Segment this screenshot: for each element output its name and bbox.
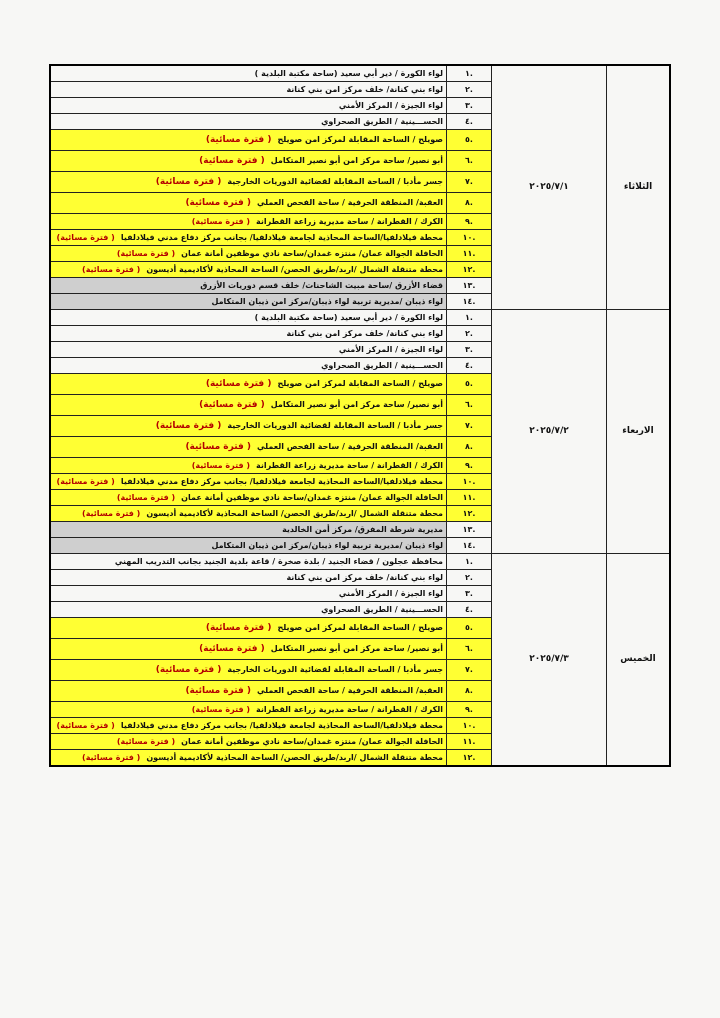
location-cell xyxy=(50,130,447,151)
location-cell xyxy=(50,750,447,767)
location-text: الكرك / القطرانة / ساحة مديرية زراعة القطرانة xyxy=(256,705,443,714)
location-text: الحافلة الجوالة عمان/ منتزه غمدان/ساحة نادي موظفين أمانة عمان xyxy=(181,493,443,502)
row-number: .٣ xyxy=(447,342,492,358)
row-number: .٥ xyxy=(447,130,492,151)
row-number: .١٢ xyxy=(447,750,492,767)
location-cell xyxy=(50,294,447,310)
row-number: .١٠ xyxy=(447,718,492,734)
evening-shift-label: ( فترة مسائية) xyxy=(82,509,141,518)
day-cell: الخميس xyxy=(607,554,671,767)
location-text: جسر مأدبا / الساحة المقابلة لقضائية الدوريات الخارجية xyxy=(227,665,443,674)
location-text: الكرك / القطرانة / ساحة مديرية زراعة القطرانة xyxy=(256,461,443,470)
row-number: .٣ xyxy=(447,586,492,602)
location-text: جسر مأدبا / الساحة المقابلة لقضائية الدوريات الخارجية xyxy=(227,421,443,430)
location-text: جسر مأدبا / الساحة المقابلة لقضائية الدوريات الخارجية xyxy=(227,177,443,186)
row-number: .١ xyxy=(447,65,492,82)
location-text: لواء ذيبان /مديرية تربية لواء ذيبان/مركز امن ذيبان المتكامل xyxy=(211,541,443,550)
evening-shift-label: ( فترة مسائية) xyxy=(205,379,272,389)
evening-shift-label: ( فترة مسائية) xyxy=(116,249,176,258)
location-text: لواء الكورة / دير أبي سعيد (ساحة مكتبة البلدية ) xyxy=(254,69,443,78)
evening-shift-label: ( فترة مسائية) xyxy=(199,400,265,410)
row-number: .٤ xyxy=(447,602,492,618)
location-text: لواء الجيزة / المركز الأمني xyxy=(338,101,443,110)
row-number: .١٢ xyxy=(447,262,492,278)
location-cell xyxy=(50,114,447,130)
row-number: .١٠ xyxy=(447,474,492,490)
location-text: لواء بني كنانة/ خلف مركز امن بني كنانة xyxy=(286,85,443,94)
evening-shift-label: ( فترة مسائية) xyxy=(191,461,251,470)
row-number: .٨ xyxy=(447,681,492,702)
location-cell xyxy=(50,151,447,172)
location-cell xyxy=(50,326,447,342)
evening-shift-label: ( فترة مسائية) xyxy=(191,217,251,226)
location-text: العقبة/ المنطقة الحرفية / ساحة الفحص العملي xyxy=(257,198,443,207)
row-number: .٤ xyxy=(447,114,492,130)
evening-shift-label: ( فترة مسائية) xyxy=(155,177,222,187)
location-text: محطة فيلادلفيا/الساحة المحاذية لجامعة فيلادلفيا/ بجانب مركز دفاع مدني فيلادلفيا xyxy=(120,477,443,486)
location-cell xyxy=(50,310,447,326)
location-cell xyxy=(50,639,447,660)
location-cell xyxy=(50,554,447,570)
row-number: .١١ xyxy=(447,246,492,262)
evening-shift-label: ( فترة مسائية) xyxy=(116,737,176,746)
evening-shift-label: ( فترة مسائية) xyxy=(205,135,272,145)
row-number: .٦ xyxy=(447,151,492,172)
row-number: .٥ xyxy=(447,618,492,639)
table-row xyxy=(50,554,670,570)
row-number: .١١ xyxy=(447,490,492,506)
date-cell: ٢٠٢٥/٧/٣ xyxy=(492,554,607,767)
location-text: أبو نصير/ ساحة مركز امن أبو نصير المتكامل xyxy=(270,156,443,165)
location-text: صويلح / الساحة المقابلة لمركز امن صويلح xyxy=(277,379,443,388)
evening-shift-label: ( فترة مسائية) xyxy=(199,644,265,654)
location-text: العقبة/ المنطقة الحرفية / ساحة الفحص العملي xyxy=(257,686,443,695)
row-number: .١١ xyxy=(447,734,492,750)
location-cell xyxy=(50,342,447,358)
location-cell xyxy=(50,681,447,702)
row-number: .٥ xyxy=(447,374,492,395)
location-cell xyxy=(50,395,447,416)
table-row xyxy=(50,65,670,82)
evening-shift-label: ( فترة مسائية) xyxy=(191,705,251,714)
evening-shift-label: ( فترة مسائية) xyxy=(56,721,115,730)
location-cell xyxy=(50,458,447,474)
location-cell xyxy=(50,82,447,98)
location-cell xyxy=(50,437,447,458)
row-number: .٦ xyxy=(447,395,492,416)
schedule-table xyxy=(49,64,671,767)
evening-shift-label: ( فترة مسائية) xyxy=(155,421,222,431)
location-cell xyxy=(50,214,447,230)
row-number: .٧ xyxy=(447,660,492,681)
row-number: .١ xyxy=(447,310,492,326)
location-cell xyxy=(50,570,447,586)
row-number: .٩ xyxy=(447,702,492,718)
location-text: الحســـينية / الطريق الصحراوي xyxy=(321,117,443,126)
location-cell xyxy=(50,374,447,395)
location-cell xyxy=(50,538,447,554)
row-number: .٣ xyxy=(447,98,492,114)
location-cell xyxy=(50,98,447,114)
location-cell xyxy=(50,602,447,618)
evening-shift-label: ( فترة مسائية) xyxy=(185,198,252,208)
evening-shift-label: ( فترة مسائية) xyxy=(199,156,265,166)
location-text: صويلح / الساحة المقابلة لمركز امن صويلح xyxy=(277,135,443,144)
location-cell xyxy=(50,416,447,437)
location-cell xyxy=(50,246,447,262)
location-text: محطة متنقلة الشمال /اربد/طريق الحصن/ الساحة المحاذية لأكاديمية أديسون xyxy=(146,753,443,762)
evening-shift-label: ( فترة مسائية) xyxy=(155,665,222,675)
location-cell xyxy=(50,278,447,294)
evening-shift-label: ( فترة مسائية) xyxy=(82,753,141,762)
location-cell xyxy=(50,506,447,522)
location-text: محطة متنقلة الشمال /اربد/طريق الحصن/ الساحة المحاذية لأكاديمية أديسون xyxy=(146,509,443,518)
row-number: .٩ xyxy=(447,214,492,230)
evening-shift-label: ( فترة مسائية) xyxy=(205,623,272,633)
row-number: .١٣ xyxy=(447,522,492,538)
location-cell xyxy=(50,65,447,82)
row-number: .٤ xyxy=(447,358,492,374)
location-cell xyxy=(50,358,447,374)
location-text: الحســـينية / الطريق الصحراوي xyxy=(321,605,443,614)
day-cell: الثلاثاء xyxy=(607,65,671,310)
location-text: لواء الكورة / دير أبي سعيد (ساحة مكتبة البلدية ) xyxy=(254,313,443,322)
row-number: .٨ xyxy=(447,193,492,214)
location-text: لواء بني كنانة/ خلف مركز امن بني كنانة xyxy=(286,573,443,582)
location-text: مديرية شرطة المفرق/ مركز أمن الخالدية xyxy=(282,525,443,534)
row-number: .٩ xyxy=(447,458,492,474)
location-cell xyxy=(50,586,447,602)
row-number: .١٢ xyxy=(447,506,492,522)
location-text: لواء بني كنانة/ خلف مركز امن بني كنانة xyxy=(286,329,443,338)
location-text: صويلح / الساحة المقابلة لمركز امن صويلح xyxy=(277,623,443,632)
evening-shift-label: ( فترة مسائية) xyxy=(56,233,115,242)
location-text: أبو نصير/ ساحة مركز امن أبو نصير المتكامل xyxy=(270,400,443,409)
row-number: .١٣ xyxy=(447,278,492,294)
location-text: لواء الجيزة / المركز الأمني xyxy=(338,589,443,598)
row-number: .٢ xyxy=(447,326,492,342)
row-number: .٧ xyxy=(447,172,492,193)
row-number: .٧ xyxy=(447,416,492,437)
location-text: الكرك / القطرانة / ساحة مديرية زراعة القطرانة xyxy=(256,217,443,226)
location-cell xyxy=(50,490,447,506)
row-number: .٨ xyxy=(447,437,492,458)
location-text: لواء ذيبان /مديرية تربية لواء ذيبان/مركز امن ذيبان المتكامل xyxy=(211,297,443,306)
location-text: الحافلة الجوالة عمان/ منتزه غمدان/ساحة نادي موظفين أمانة عمان xyxy=(181,249,443,258)
location-cell xyxy=(50,522,447,538)
location-cell xyxy=(50,193,447,214)
evening-shift-label: ( فترة مسائية) xyxy=(185,442,252,452)
row-number: .١٤ xyxy=(447,294,492,310)
location-text: لواء الجيزة / المركز الأمني xyxy=(338,345,443,354)
location-cell xyxy=(50,660,447,681)
location-cell xyxy=(50,474,447,490)
date-cell: ٢٠٢٥/٧/١ xyxy=(492,65,607,310)
evening-shift-label: ( فترة مسائية) xyxy=(185,686,252,696)
row-number: .٢ xyxy=(447,82,492,98)
row-number: .٦ xyxy=(447,639,492,660)
location-cell xyxy=(50,230,447,246)
location-cell xyxy=(50,172,447,193)
location-cell xyxy=(50,262,447,278)
location-text: الحســـينية / الطريق الصحراوي xyxy=(321,361,443,370)
location-text: أبو نصير/ ساحة مركز امن أبو نصير المتكامل xyxy=(270,644,443,653)
location-cell xyxy=(50,734,447,750)
location-text: محطة متنقلة الشمال /اربد/طريق الحصن/ الساحة المحاذية لأكاديمية أديسون xyxy=(146,265,443,274)
location-cell xyxy=(50,718,447,734)
evening-shift-label: ( فترة مسائية) xyxy=(56,477,115,486)
location-text: محطة فيلادلفيا/الساحة المحاذية لجامعة فيلادلفيا/ بجانب مركز دفاع مدني فيلادلفيا xyxy=(120,233,443,242)
location-text: محافظة عجلون / قضاء الجنيد / بلدة صخرة / قاعة بلدية الجنيد بجانب التدريب المهني xyxy=(114,557,443,566)
location-text: محطة فيلادلفيا/الساحة المحاذية لجامعة فيلادلفيا/ بجانب مركز دفاع مدني فيلادلفيا xyxy=(120,721,443,730)
location-text: قضاء الأزرق /ساحة مبيت الشاحنات/ خلف قسم دوريات الأزرق xyxy=(200,281,443,290)
evening-shift-label: ( فترة مسائية) xyxy=(116,493,176,502)
table-row xyxy=(50,310,670,326)
day-cell: الاربعاء xyxy=(607,310,671,554)
location-text: العقبة/ المنطقة الحرفية / ساحة الفحص العملي xyxy=(257,442,443,451)
date-cell: ٢٠٢٥/٧/٢ xyxy=(492,310,607,554)
schedule-body xyxy=(50,65,670,766)
evening-shift-label: ( فترة مسائية) xyxy=(82,265,141,274)
row-number: .١ xyxy=(447,554,492,570)
location-text: الحافلة الجوالة عمان/ منتزه غمدان/ساحة نادي موظفين أمانة عمان xyxy=(181,737,443,746)
row-number: .٢ xyxy=(447,570,492,586)
location-cell xyxy=(50,702,447,718)
location-cell xyxy=(50,618,447,639)
row-number: .١٠ xyxy=(447,230,492,246)
row-number: .١٤ xyxy=(447,538,492,554)
